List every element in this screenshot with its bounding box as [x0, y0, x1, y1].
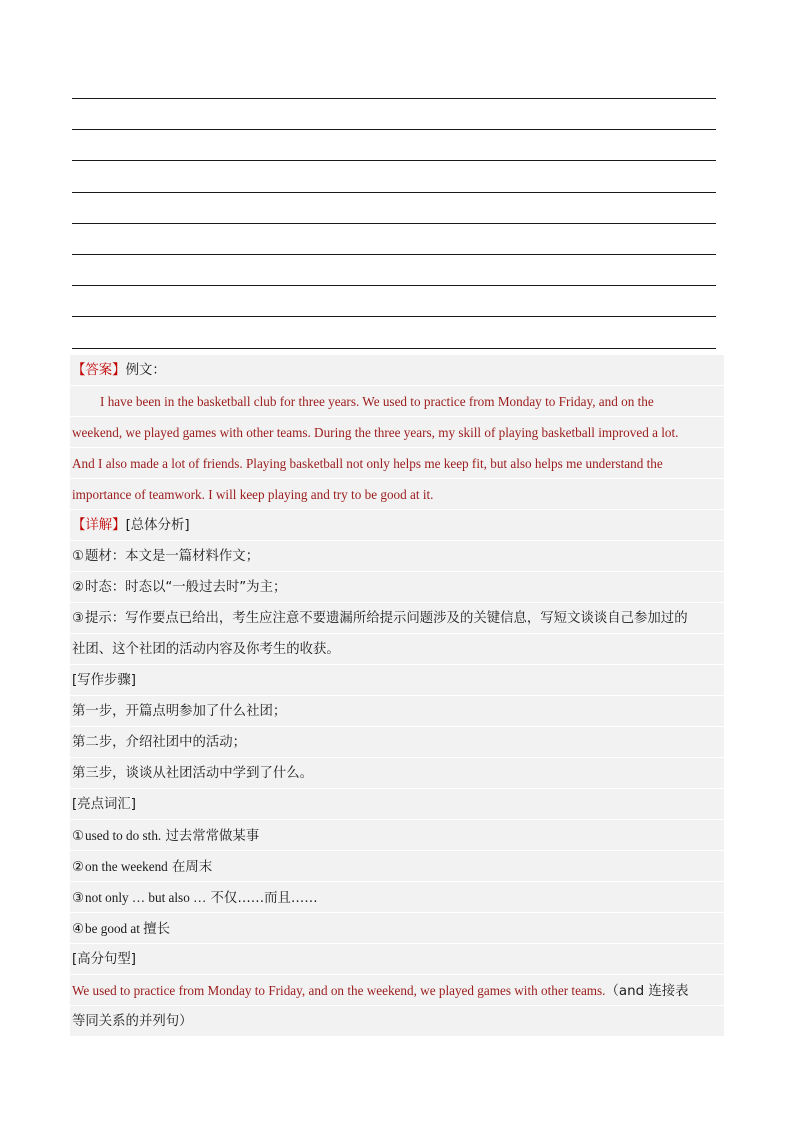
vocab-chinese: 在周末 [167, 860, 213, 875]
vocab-item [70, 851, 724, 882]
analysis-text: 时态：时态以“一般过去时”为主； [85, 580, 287, 595]
vocab-item [70, 882, 724, 913]
vocab-number: ② [72, 860, 85, 875]
analysis-number: ③ [72, 611, 85, 626]
step-item: 第三步，谈谈从社团活动中学到了什么。 [70, 758, 724, 789]
vocab-english: used to do sth. [85, 828, 162, 843]
detail-heading [70, 510, 724, 541]
sentence-line [70, 975, 724, 1006]
vocab-number: ③ [72, 891, 85, 906]
answer-heading [70, 355, 724, 386]
vocab-item [70, 820, 724, 851]
analysis-number: ① [72, 549, 85, 564]
answer-tag: 【答案】 [72, 363, 126, 378]
answer-label: 例文： [125, 363, 166, 378]
vocab-chinese: 擅长 [143, 922, 171, 937]
vocab-number: ① [72, 829, 85, 844]
step-item: 第一步，开篇点明参加了什么社团； [70, 696, 724, 727]
writing-line [72, 316, 716, 347]
sentence-note-continued: 等同关系的并列句） [70, 1006, 724, 1037]
sentence-english: We used to practice from Monday to Friday, and on the weekend, we played games with other teams. [72, 983, 606, 998]
vocab-english: not only … but also … [85, 890, 207, 905]
detail-overall-heading: [总体分析] [125, 518, 190, 533]
analysis-item [70, 541, 724, 572]
essay-line: importance of teamwork. I will keep playing and try to be good at it. [70, 479, 724, 510]
analysis-continued: 社团、这个社团的活动内容及你考生的收获。 [70, 634, 724, 665]
writing-line [72, 129, 716, 160]
vocab-english: on the weekend [85, 859, 168, 874]
essay-line: And I also made a lot of friends. Playing basketball not only helps me keep fit, but also helps me understand the [70, 448, 724, 479]
steps-heading: [写作步骤] [70, 665, 724, 696]
sentence-note: （and 连接表 [605, 984, 689, 999]
analysis-text: 提示：写作要点已给出，考生应注意不要遗漏所给提示问题涉及的关键信息，写短文谈谈自己参加过的 [85, 611, 688, 626]
writing-line [72, 285, 716, 316]
vocab-heading: [亮点词汇] [70, 789, 724, 820]
vocab-item [70, 913, 724, 944]
sentence-heading: [高分句型] [70, 944, 724, 975]
vocab-number: ④ [72, 922, 85, 937]
answer-block [70, 355, 724, 1037]
vocab-chinese: 不仅……而且…… [206, 891, 318, 906]
writing-line [72, 98, 716, 129]
step-item: 第二步，介绍社团中的活动； [70, 727, 724, 758]
writing-line [72, 160, 716, 191]
writing-line [72, 254, 716, 285]
analysis-item [70, 572, 724, 603]
detail-tag: 【详解】 [72, 518, 126, 533]
essay-line: I have been in the basketball club for three years. We used to practice from Monday to Friday, and on the [70, 386, 724, 417]
analysis-text: 题材：本文是一篇材料作文； [85, 549, 260, 564]
analysis-item [70, 603, 724, 634]
essay-line: weekend, we played games with other teams. During the three years, my skill of playing basketball improved a lot. [70, 417, 724, 448]
analysis-number: ② [72, 580, 85, 595]
writing-line [72, 223, 716, 254]
vocab-chinese: 过去常常做某事 [161, 829, 260, 844]
vocab-english: be good at [85, 921, 144, 936]
writing-lines [72, 98, 716, 379]
writing-line [72, 192, 716, 223]
